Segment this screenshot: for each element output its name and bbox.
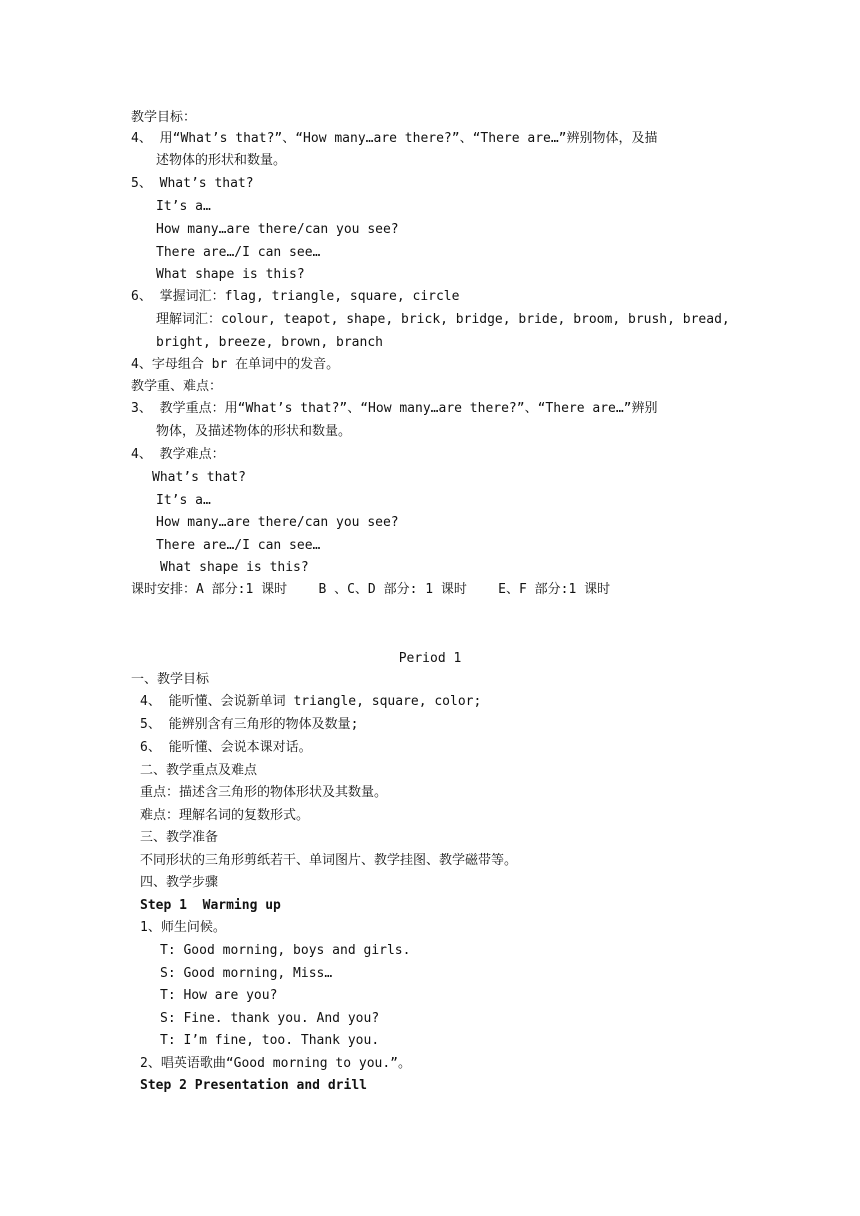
text-line: 4、字母组合 br 在单词中的发音。 xyxy=(131,357,340,372)
text-line: It’s a… xyxy=(156,493,211,508)
text-line: 述物体的形状和数量。 xyxy=(156,153,287,168)
text-line: 5、 What’s that? xyxy=(131,176,254,191)
text-line: 四、教学步骤 xyxy=(140,875,219,890)
text-line: 6、 能听懂、会说本课对话。 xyxy=(140,740,312,755)
step-heading: Step 2 Presentation and drill xyxy=(140,1078,367,1093)
dialogue-line: T: How are you? xyxy=(160,988,278,1003)
text-line: bright, breeze, brown, branch xyxy=(156,335,383,350)
text-line: 教学重、难点： xyxy=(131,379,223,394)
text-line: 教学目标： xyxy=(131,110,197,125)
step-heading: Step 1 Warming up xyxy=(140,898,281,913)
text-line: 2、唱英语歌曲“Good morning to you.”。 xyxy=(140,1056,412,1071)
text-line: 3、 教学重点：用“What’s that?”、“How many…are there?”、“There are…”辨别 xyxy=(131,401,658,416)
text-line: 4、 能听懂、会说新单词 triangle, square, color; xyxy=(140,694,482,709)
text-line: What’s that? xyxy=(152,470,246,485)
text-line: 一、教学目标 xyxy=(131,672,210,687)
text-line: 三、教学准备 xyxy=(140,830,219,845)
text-line: 1、师生问候。 xyxy=(140,920,226,935)
text-line: 6、 掌握词汇：flag, triangle, square, circle xyxy=(131,289,460,304)
text-line: 难点：理解名词的复数形式。 xyxy=(140,808,310,823)
dialogue-line: S: Fine. thank you. And you? xyxy=(160,1011,380,1026)
text-line: 4、 教学难点： xyxy=(131,447,225,462)
text-line: 4、 用“What’s that?”、“How many…are there?”、“There are…”辨别物体，及描 xyxy=(131,131,658,146)
text-line: How many…are there/can you see? xyxy=(156,222,399,237)
text-line: What shape is this? xyxy=(156,267,305,282)
text-line: There are…/I can see… xyxy=(156,538,321,553)
text-line: It’s a… xyxy=(156,199,211,214)
text-line: 物体，及描述物体的形状和数量。 xyxy=(156,424,352,439)
text-line: There are…/I can see… xyxy=(156,245,321,260)
text-line: 5、 能辨别含有三角形的物体及数量; xyxy=(140,717,359,732)
text-line: 课时安排：A 部分:1 课时 B 、C、D 部分: 1 课时 E、F 部分:1 课时 xyxy=(131,582,611,597)
dialogue-line: T: Good morning, boys and girls. xyxy=(160,943,411,958)
text-line: How many…are there/can you see? xyxy=(156,515,399,530)
dialogue-line: T: I’m fine, too. Thank you. xyxy=(160,1033,380,1048)
dialogue-line: S: Good morning, Miss… xyxy=(160,966,333,981)
text-line: 理解词汇：colour, teapot, shape, brick, bridge, bride, broom, brush, bread, xyxy=(156,312,730,327)
section-title: Period 1 xyxy=(398,651,462,666)
text-line: 二、教学重点及难点 xyxy=(140,763,258,778)
text-line: 不同形状的三角形剪纸若干、单词图片、教学挂图、教学磁带等。 xyxy=(140,853,518,868)
text-line: What shape is this? xyxy=(160,560,309,575)
text-line: 重点：描述含三角形的物体形状及其数量。 xyxy=(140,785,388,800)
